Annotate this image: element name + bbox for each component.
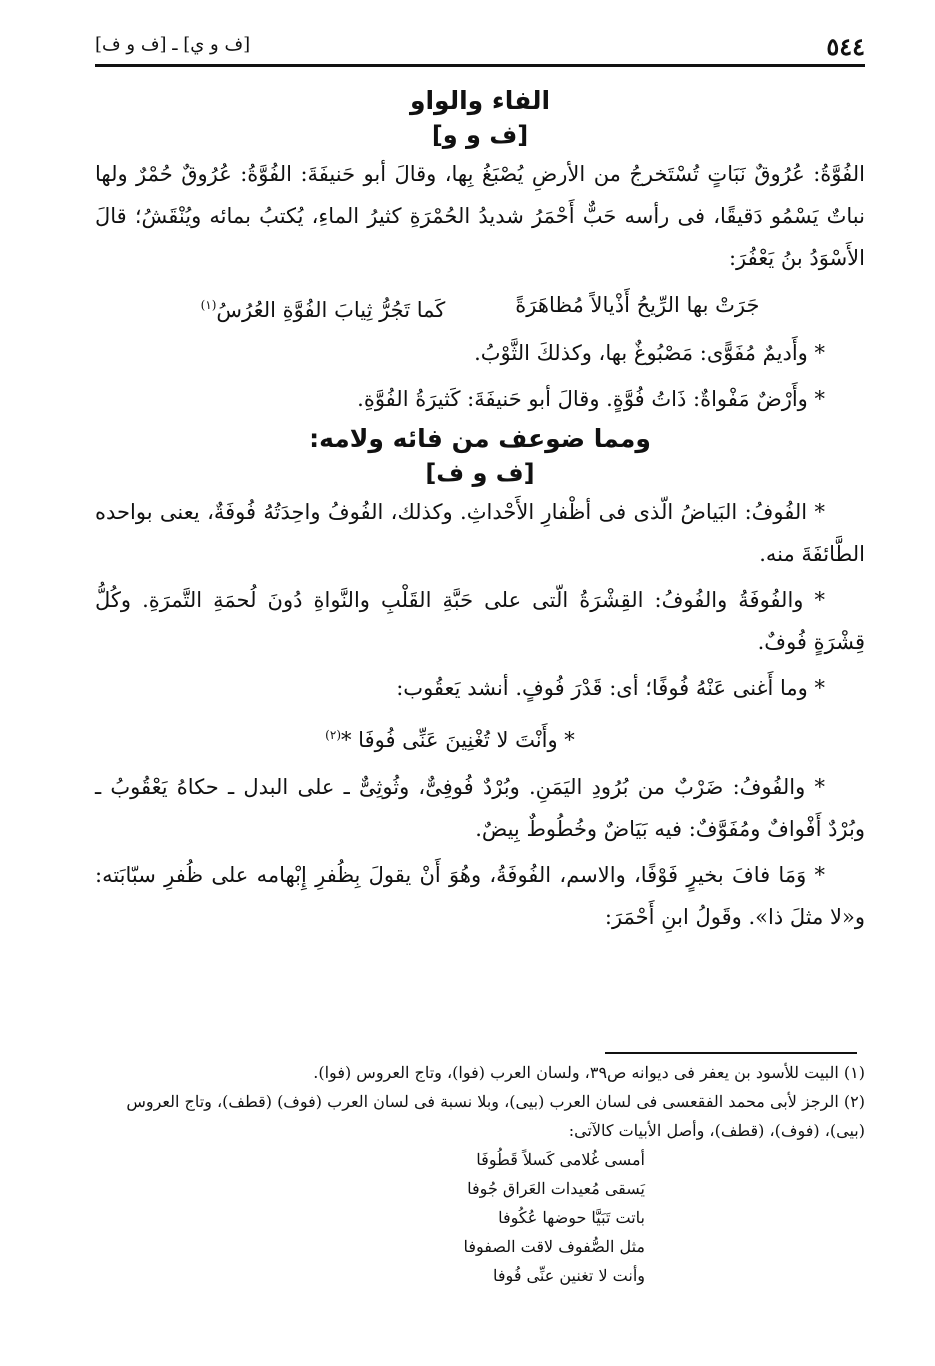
running-head: [ف و ي] ـ [ف و ف] bbox=[95, 34, 251, 55]
entry-paragraph: * والفُوفُ: ضَرْبٌ من بُرُودِ اليَمَنِ. وبُرْدٌ فُوفِىٌّ، وثُوثِىٌّ ـ على البدل ـ حكاهُ يَعْقُوبُ ـ وبُرْدٌ أَفْوافٌ ومُفَوَّفٌ: فيه بَيَاضٌ وخُطُوطٌ بِيضٌ. bbox=[95, 775, 865, 841]
entry-paragraph: * الفُوفُ: البَياضُ الّذى فى أظْفارِ الأَحْداثِ. وكذلك، الفُوفُ واحِدَتُهُ فُوفَةٌ، يعنى بواحده الطَّائفَةَ منه. bbox=[95, 500, 865, 566]
poem-line: يَسقى مُعيدات العَراق جُوفا bbox=[467, 1179, 645, 1198]
poem-line: وأنت لا تغنين عنِّى فُوفا bbox=[493, 1266, 645, 1285]
poem-line: أمسى غُلامى كَسلاً قَطُوفَا bbox=[476, 1150, 645, 1169]
footnote: (٢) الرجز لأبى محمد الفقعسى فى لسان العرب (بيى)، وبلا نسبة فى لسان العرب (فوف) (قطف)، وتاج العروس (بيى)، (فوف)، (قطف)، وأصل الأبيات كالآتى: bbox=[126, 1092, 865, 1140]
section-title: ومما ضوعف من فائه ولامه: bbox=[309, 424, 651, 453]
verse-hemistich-second bbox=[201, 283, 446, 332]
poem-line: باتت تَبَيَّا حوضها عُكُوفا bbox=[498, 1208, 645, 1227]
rajaz-text: * وأَنْتَ لا تُغْنِينَ عَنِّى فُوفَا * bbox=[341, 728, 575, 752]
entry-paragraph: * وأَرْضٌ مَفْواةٌ: ذَاتُ فُوَّةٍ. وقالَ أبو حَنيفَةَ: كَثيرَةُ الفُوَّةِ. bbox=[357, 387, 825, 411]
entry-paragraph: الفُوَّةُ: عُرُوقٌ نَبَاتٍ تُسْتَخرجُ من الأرضِ يُصْبَغُ بِها، وقالَ أبو حَنيفَةَ: الفُوَّةُ: عُرُوقٌ حُمْرٌ ولها نباتٌ يَسْمُو دَقيقًا، فى رأسه حَبٌّ أَحْمَرُ شديدُ الحُمْرَةِ كثيرُ الماءِ، يُكتبُ بمائه ويُنْقَشُ؛ قالَ الأَسْوَدُ بنُ يَعْفُرَ: bbox=[95, 162, 865, 270]
entry-paragraph: * وَمَا فافَ بخيرٍ فَوْفًا، والاسم، الفُوفَةُ، وهُوَ أَنْ يقولَ بِظُفرِ إِبْهامه على ظُفرِ سبّابَته: و«لا مثلَ ذا». وقَولُ ابنِ أَحْمَرَ: bbox=[95, 863, 865, 929]
poem-line: مثل الصُّفوف لاقت الصفوفا bbox=[463, 1237, 645, 1256]
root-heading: [ف و ف] bbox=[425, 459, 535, 487]
footnote-ref: (١) bbox=[200, 298, 217, 312]
section-title: الفاء والواو bbox=[409, 86, 551, 115]
main-text bbox=[95, 84, 865, 942]
footnote: (١) البيت للأسود بن يعفر فى ديوانه ص٣٩، ولسان العرب (فوا)، وتاج العروس (فوا). bbox=[313, 1063, 865, 1082]
entry-paragraph: * والفُوفَةُ والفُوفُ: القِشْرَةُ الّتى على حَبَّةِ القَلْبِ والنَّواةِ دُونَ لُحمَةِ التَّمرَةِ. وكُلُّ قِشْرَةٍ فُوفٌ. bbox=[95, 588, 865, 654]
poetry-verse bbox=[95, 283, 865, 332]
page-number: ٥٤٤ bbox=[826, 32, 865, 61]
rajaz-verse bbox=[95, 713, 865, 762]
root-heading: [ف و و] bbox=[431, 121, 529, 149]
page-header bbox=[95, 28, 865, 67]
footnote-poem bbox=[95, 1145, 645, 1290]
verse-hemistich-first: جَرَتْ بها الرِّيحُ أَذْيالاً مُظاهَرَةً bbox=[515, 293, 760, 317]
verse-hemistich-text: كَما تَجُرُّ ثِيابَ الفُوَّةِ العُرُسُ bbox=[216, 298, 446, 322]
entry-paragraph: * وما أَغنى عَنْهُ فُوفًا؛ أى: قَدْرَ فُوفٍ. أنشد يَعقُوب: bbox=[396, 676, 825, 700]
footnotes bbox=[95, 1058, 865, 1290]
footnote-ref: (٢) bbox=[325, 728, 341, 742]
footnote-divider bbox=[605, 1052, 857, 1054]
entry-paragraph: * وأَديمٌ مُفَوًّى: مَصْبُوغٌ بها، وكذلكَ الثَّوْبُ. bbox=[474, 341, 825, 365]
